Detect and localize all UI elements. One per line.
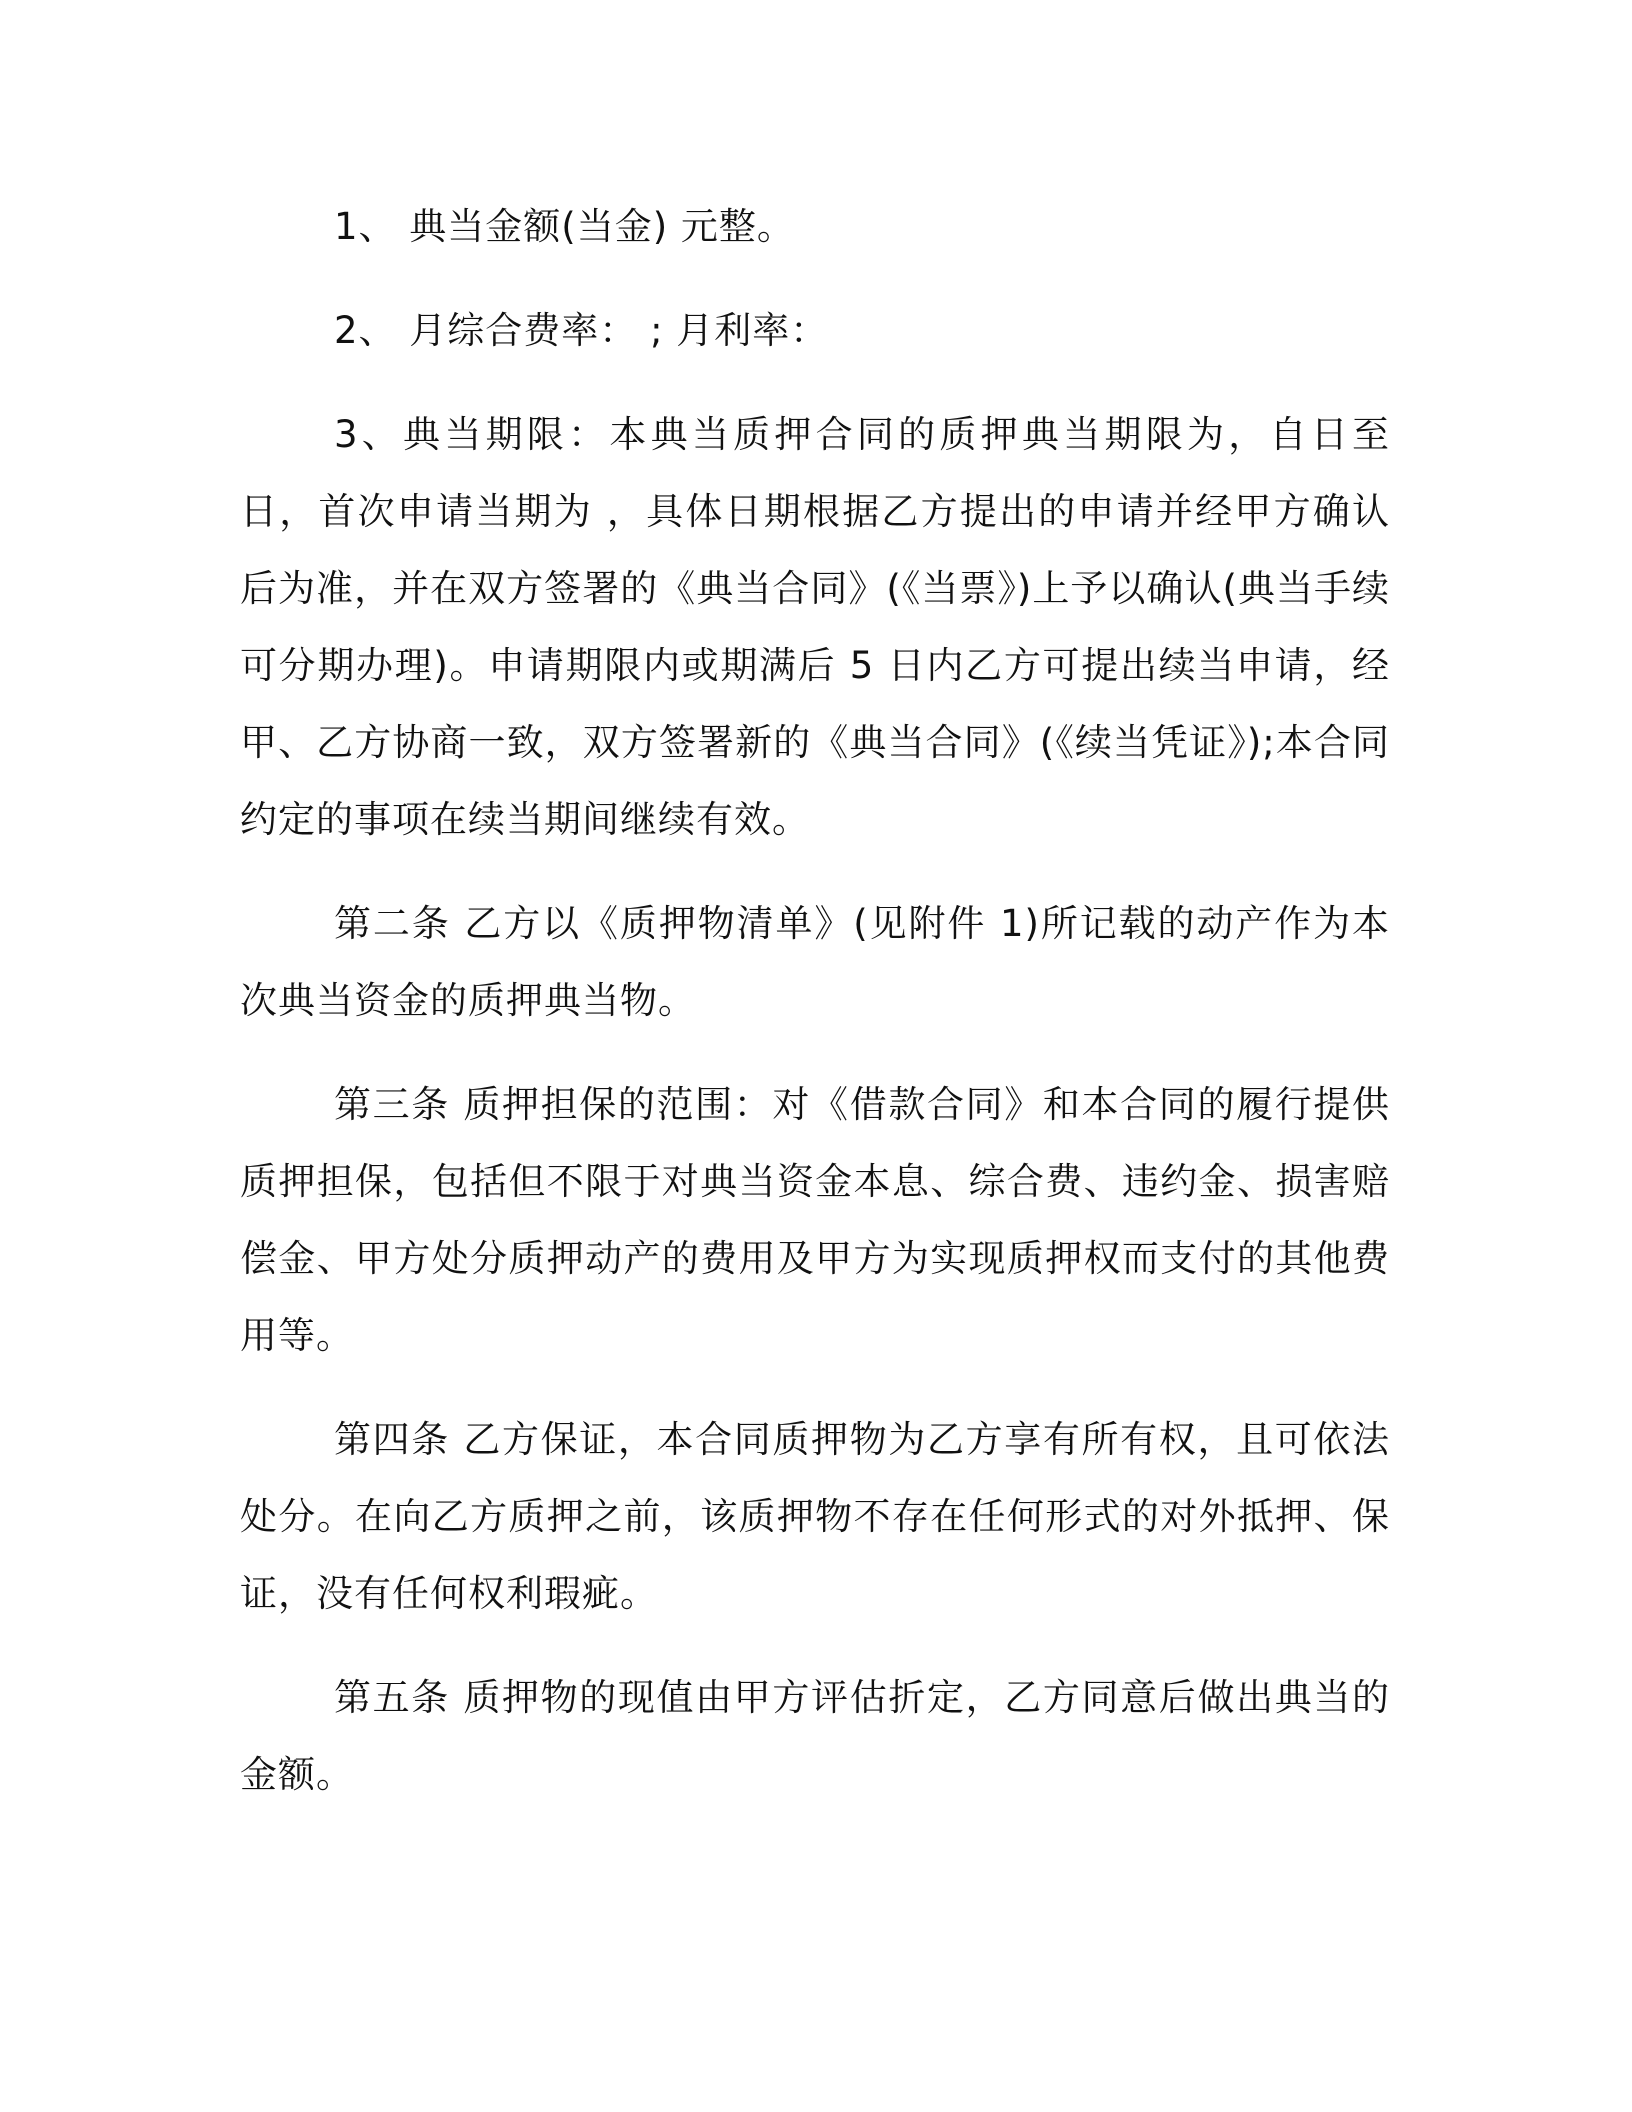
- article-4-ownership-warranty: 第四条 乙方保证，本合同质押物为乙方享有所有权，且可依法处分。在向乙方质押之前，该质押物不存在任何形式的对外抵押、保证，没有任何权利瑕疵。: [240, 1418, 1390, 1615]
- clause-item-3-term: 3、典当期限：本典当质押合同的质押典当期限为，自日至 日，首次申请当期为 ，具体日期根据乙方提出的申请并经甲方确认后为准，并在双方签署的《典当合同》(《当票》)上予以确认(典当手续可分期办理)。申请期限内或期满后 5 日内乙方可提出续当申请，经甲、乙方协商一致，双方签署新的《典当合同》(《续当凭证》);本合同约定的事项在续当期间继续有效。: [240, 413, 1390, 841]
- clause-item-1-amount: 1、 典当金额(当金) 元整。: [334, 205, 795, 248]
- clause-item-2-rates: 2、 月综合费率： ; 月利率：: [334, 309, 829, 352]
- article-2-pledge-property: 第二条 乙方以《质押物清单》(见附件 1)所记载的动产作为本次典当资金的质押典当物。: [240, 902, 1390, 1022]
- article-3-guarantee-scope: 第三条 质押担保的范围：对《借款合同》和本合同的履行提供质押担保，包括但不限于对典当资金本息、综合费、违约金、损害赔偿金、甲方处分质押动产的费用及甲方为实现质押权而支付的其他费用等。: [240, 1083, 1390, 1357]
- article-5-valuation: 第五条 质押物的现值由甲方评估折定，乙方同意后做出典当的金额。: [240, 1676, 1390, 1796]
- document-body: [240, 188, 1390, 1813]
